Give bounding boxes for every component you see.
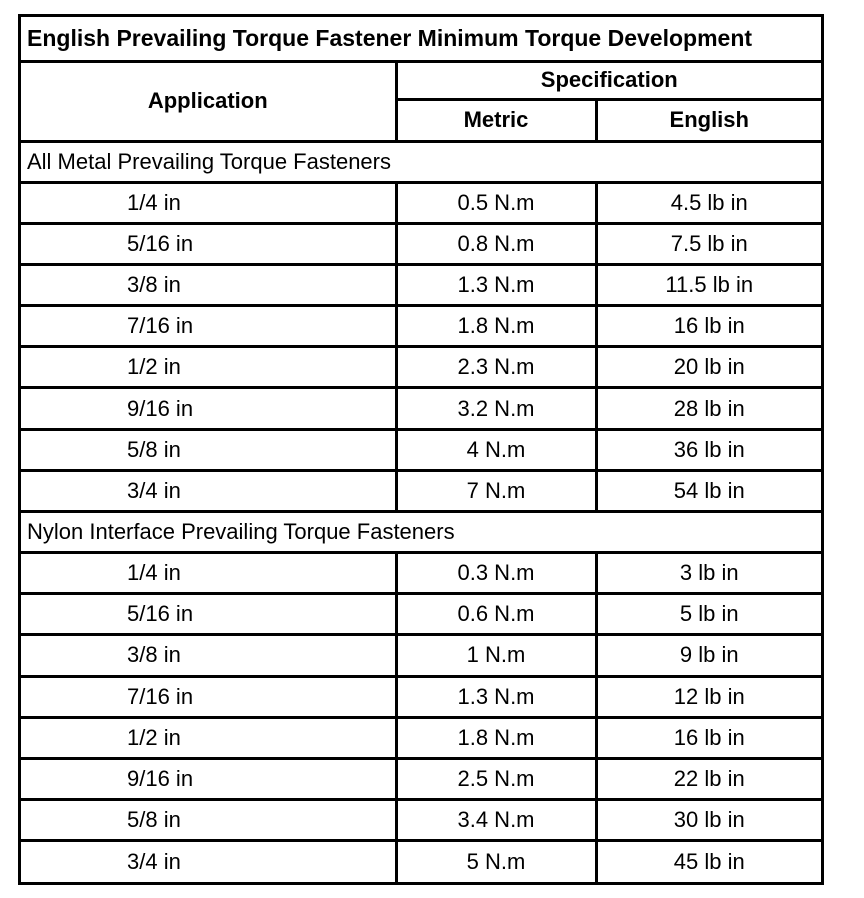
- header-english: English: [596, 99, 821, 141]
- metric-cell: 3.2 N.m: [396, 388, 596, 429]
- application-cell: 5/16 in: [21, 223, 396, 264]
- section-label: All Metal Prevailing Torque Fasteners: [21, 141, 821, 182]
- table-row: [21, 264, 821, 305]
- metric-cell: 1.8 N.m: [396, 306, 596, 347]
- metric-cell: 0.6 N.m: [396, 594, 596, 635]
- table-row: [21, 388, 821, 429]
- english-cell: 7.5 lb in: [596, 223, 821, 264]
- english-cell: 16 lb in: [596, 306, 821, 347]
- english-cell: 54 lb in: [596, 470, 821, 511]
- metric-cell: 5 N.m: [396, 841, 596, 882]
- application-cell: 1/4 in: [21, 553, 396, 594]
- torque-spec-table-frame: [18, 14, 824, 885]
- english-cell: 12 lb in: [596, 676, 821, 717]
- english-cell: 36 lb in: [596, 429, 821, 470]
- torque-spec-table: [21, 17, 821, 882]
- application-cell: 3/4 in: [21, 470, 396, 511]
- metric-cell: 1.3 N.m: [396, 676, 596, 717]
- english-cell: 5 lb in: [596, 594, 821, 635]
- section-row-nylon-interface: [21, 511, 821, 552]
- application-cell: 3/4 in: [21, 841, 396, 882]
- table-row: [21, 182, 821, 223]
- english-cell: 20 lb in: [596, 347, 821, 388]
- application-cell: 9/16 in: [21, 388, 396, 429]
- application-cell: 3/8 in: [21, 635, 396, 676]
- application-cell: 7/16 in: [21, 306, 396, 347]
- english-cell: 22 lb in: [596, 758, 821, 799]
- table-title: English Prevailing Torque Fastener Minimum Torque Development: [21, 17, 821, 61]
- application-cell: 1/2 in: [21, 347, 396, 388]
- table-row: [21, 429, 821, 470]
- section-label: Nylon Interface Prevailing Torque Fasteners: [21, 511, 821, 552]
- english-cell: 4.5 lb in: [596, 182, 821, 223]
- english-cell: 11.5 lb in: [596, 264, 821, 305]
- metric-cell: 3.4 N.m: [396, 800, 596, 841]
- table-row: [21, 758, 821, 799]
- application-cell: 5/16 in: [21, 594, 396, 635]
- metric-cell: 0.8 N.m: [396, 223, 596, 264]
- table-row: [21, 841, 821, 882]
- header-metric: Metric: [396, 99, 596, 141]
- metric-cell: 1.8 N.m: [396, 717, 596, 758]
- application-cell: 1/4 in: [21, 182, 396, 223]
- table-row: [21, 347, 821, 388]
- metric-cell: 1.3 N.m: [396, 264, 596, 305]
- english-cell: 45 lb in: [673, 849, 745, 875]
- header-application: Application: [21, 61, 396, 141]
- table-row: [21, 470, 821, 511]
- metric-cell: 4 N.m: [396, 429, 596, 470]
- header-specification: Specification: [396, 61, 821, 99]
- table-row: [21, 676, 821, 717]
- application-cell: 1/2 in: [21, 717, 396, 758]
- english-cell: 9 lb in: [596, 635, 821, 676]
- section-row-all-metal: [21, 141, 821, 182]
- table-row: [21, 223, 821, 264]
- table-row: [21, 594, 821, 635]
- application-cell: 7/16 in: [21, 676, 396, 717]
- metric-cell: 0.5 N.m: [396, 182, 596, 223]
- metric-cell: 2.3 N.m: [396, 347, 596, 388]
- english-cell: 30 lb in: [596, 800, 821, 841]
- english-cell: 3 lb in: [596, 553, 821, 594]
- table-row: [21, 717, 821, 758]
- english-cell: 28 lb in: [596, 388, 821, 429]
- table-row: [21, 800, 821, 841]
- english-cell: 16 lb in: [596, 717, 821, 758]
- table-row: [21, 306, 821, 347]
- application-cell: 3/8 in: [21, 264, 396, 305]
- metric-cell: 2.5 N.m: [396, 758, 596, 799]
- application-cell: 5/8 in: [21, 429, 396, 470]
- table-row: [21, 553, 821, 594]
- application-cell: 9/16 in: [21, 758, 396, 799]
- metric-cell: 7 N.m: [396, 470, 596, 511]
- table-row: [21, 635, 821, 676]
- application-cell: 5/8 in: [21, 800, 396, 841]
- metric-cell: 0.3 N.m: [396, 553, 596, 594]
- metric-cell: 1 N.m: [396, 635, 596, 676]
